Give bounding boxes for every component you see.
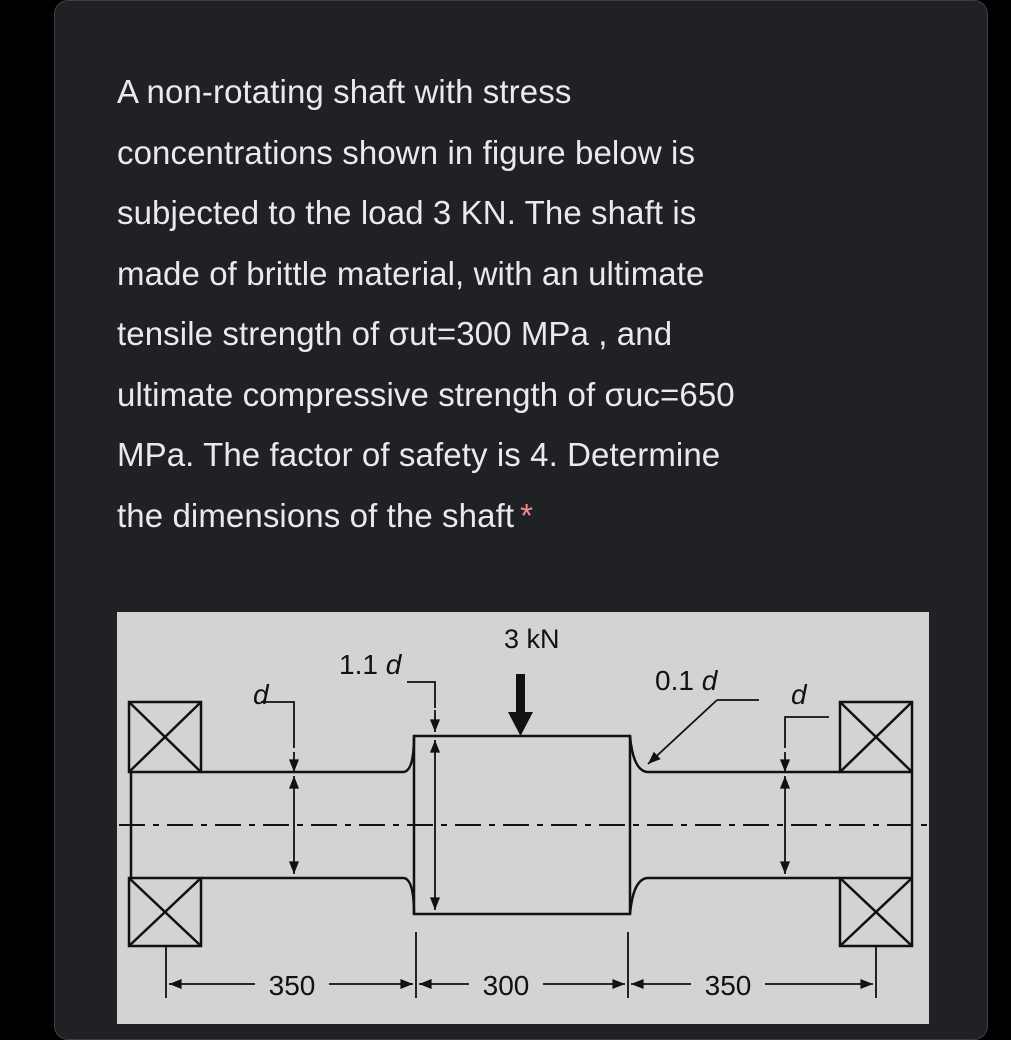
label-1-1d-prefix: 1.1 [339,649,386,680]
left-diameter-dimension [261,702,294,874]
label-0-1d [655,665,719,696]
question-line: ultimate compressive strength of σuc=650 [117,375,735,413]
dim-right-350: 350 [704,970,752,1001]
label-1-1d [339,649,403,680]
question-line: MPa. The factor of safety is 4. Determine [117,436,721,473]
right-diameter-dimension [785,717,829,874]
label-0-1d-var: d [701,665,718,696]
label-d-right: d [791,679,807,710]
question-last-line [117,486,937,547]
question-line: made of brittle material, with an ultimate [117,254,705,292]
question-line: concentrations shown in figure below is [117,133,696,171]
label-0-1d-prefix: 0.1 [655,665,702,696]
question-line: subjected to the load 3 KN. The shaft is [117,194,697,231]
dim-middle-300: 300 [482,970,530,1001]
question-text [117,62,937,546]
large-diameter-dimension [407,682,435,910]
load-label: 3 kN [504,624,560,654]
dim-left-350: 350 [268,970,316,1001]
shaft-figure [117,612,929,1024]
label-d-left: d [253,679,269,710]
load-arrow [508,674,533,736]
question-line: tensile strength of σut=300 MPa , and [117,315,673,352]
required-asterisk: * [520,496,534,534]
question-line: the dimensions of the shaft [117,496,515,534]
shaft-diagram [117,612,929,1024]
label-1-1d-var: d [385,649,402,680]
question-line: A non-rotating shaft with stress [117,73,572,110]
fillet-radius-leader [648,700,759,764]
